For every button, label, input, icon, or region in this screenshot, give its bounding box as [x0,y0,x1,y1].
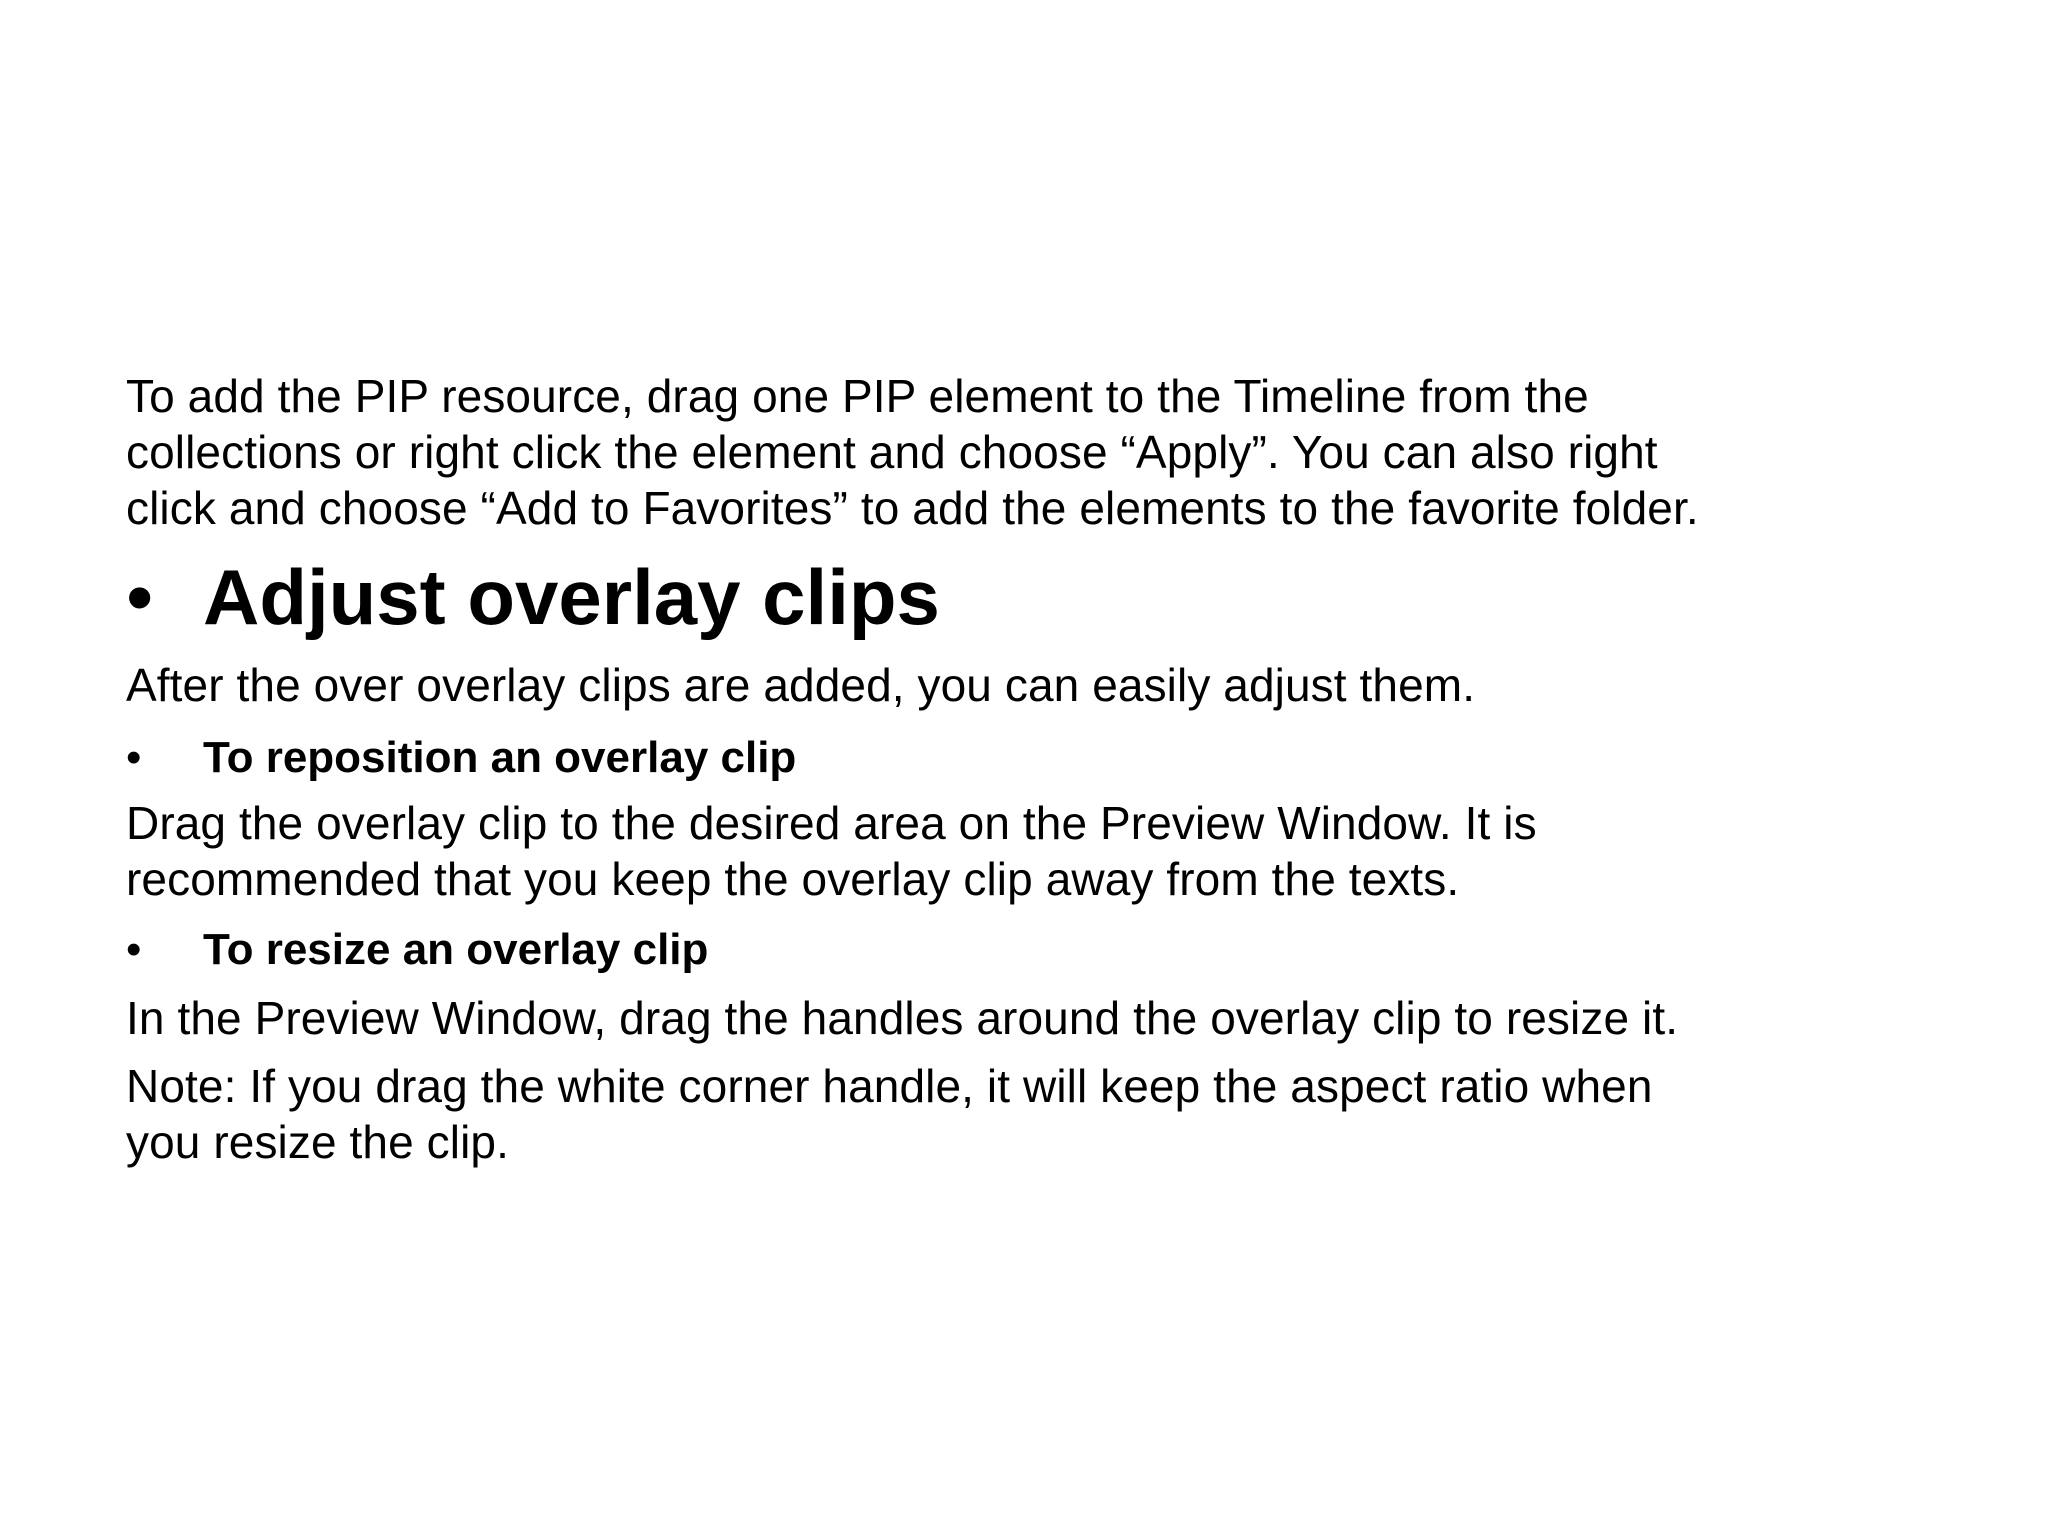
bullet-icon: • [126,733,142,782]
bullet-icon: • [126,925,142,974]
resize-line: In the Preview Window, drag the handles around the overlay clip to resize it. [126,992,1679,1044]
section-heading [126,552,2006,642]
reposition-line: Drag the overlay clip to the desired area on the Preview Window. It is [126,797,1537,849]
note-paragraph [126,1058,2006,1170]
intro-line: collections or right click the element and choose “Apply”. You can also right [126,426,1658,478]
section-intro-paragraph [126,657,2006,713]
bullet-icon: • [126,553,154,641]
note-line: you resize the clip. [126,1116,509,1168]
reposition-line: recommended that you keep the overlay clip away from the texts. [126,853,1460,905]
intro-paragraph [126,368,2006,536]
note-line: Note: If you drag the white corner handle, it will keep the aspect ratio when [126,1060,1653,1112]
subheading-reposition-text: To reposition an overlay clip [203,733,797,782]
intro-line: To add the PIP resource, drag one PIP element to the Timeline from the [126,370,1589,422]
subheading-resize [126,922,2006,978]
reposition-paragraph [126,795,2006,907]
section-heading-text: Adjust overlay clips [203,553,940,641]
subheading-reposition [126,730,2006,786]
subheading-resize-text: To resize an overlay clip [203,925,709,974]
intro-line: click and choose “Add to Favorites” to add the elements to the favorite folder. [126,482,1699,534]
section-intro-line: After the over overlay clips are added, you can easily adjust them. [126,659,1476,711]
resize-paragraph [126,990,2006,1046]
